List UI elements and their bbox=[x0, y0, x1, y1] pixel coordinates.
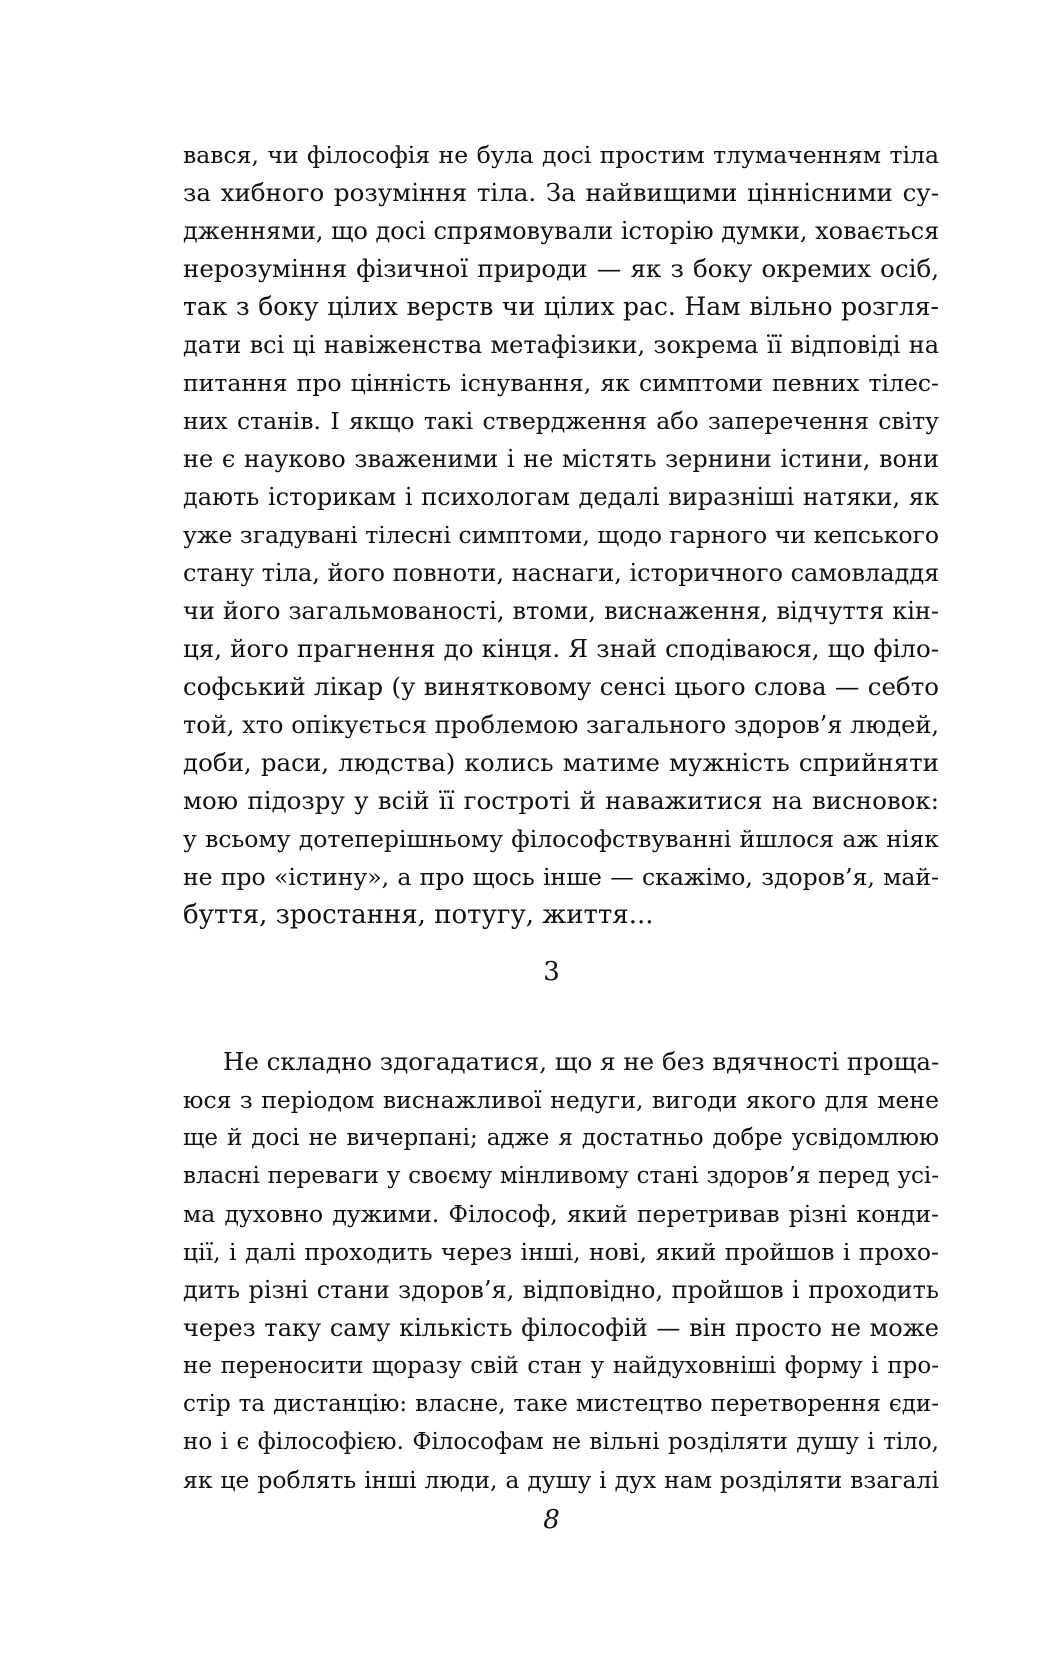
text-line: у всьому дотеперішньому філософствуванні йшлося аж ніяк bbox=[183, 825, 939, 853]
text-line: за хибного розуміння тіла. За найвищими ціннісними су- bbox=[183, 178, 939, 207]
text-line: вався, чи філософія не була досі простим тлумаченням тіла bbox=[183, 141, 939, 169]
text-line: Не складно здогадатися, що я не без вдячності проща- bbox=[223, 1047, 940, 1076]
paragraph bbox=[183, 1043, 939, 1499]
text-line: буття, зростання, потугу, життя... bbox=[183, 900, 654, 930]
text-line: юся з періодом виснажливої недуги, вигоди якого для мене bbox=[183, 1086, 939, 1114]
section-number: 3 bbox=[543, 957, 560, 987]
text-line: через таку саму кількість філософій — він просто не може bbox=[183, 1314, 939, 1342]
text-line: нерозуміння фізичної природи — як з боку окремих осіб, bbox=[183, 254, 939, 283]
text-line: ще й досі не вичерпані; адже я достатньо добре усвідомлюю bbox=[183, 1125, 939, 1151]
text-line: дають історикам і психологам дедалі виразніші натяки, як bbox=[183, 483, 939, 511]
text-line: ма духовно дужими. Філософ, який перетривав різні конди- bbox=[183, 1200, 939, 1228]
text-line: ції, і далі проходить через інші, нові, який пройшов і прохо- bbox=[183, 1238, 939, 1266]
text-line: доби, раси, людства) колись матиме мужність сприйняти bbox=[183, 748, 939, 777]
text-line: софський лікар (у винятковому сенсі цього слова — себто bbox=[183, 672, 939, 701]
text-line: но і є філософією. Філософам не вільні розділяти душу і тіло, bbox=[183, 1429, 939, 1455]
text-line: як це роблять інші люди, а душу і дух нам розділяти взагалі bbox=[183, 1466, 939, 1494]
page-number: 8 bbox=[543, 1505, 560, 1535]
text-line: не про «істину», а про щось інше — скажімо, здоров’я, май- bbox=[183, 863, 939, 891]
text-line: не є науково зваженими і не містять зернини істини, вони bbox=[183, 445, 939, 473]
text-line: не переносити щоразу свій стан у найдуховніші форму і про- bbox=[183, 1353, 939, 1379]
text-line: той, хто опікується проблемою загального здоров’я людей, bbox=[183, 711, 939, 739]
text-line: дженнями, що досі спрямовували історію думки, ховається bbox=[183, 217, 940, 245]
text-line: ця, його прагнення до кінця. Я знай сподіваюся, що філо- bbox=[183, 634, 939, 663]
text-line: чи його загальмованості, втоми, виснаження, відчуття кін- bbox=[183, 597, 939, 625]
text-line: уже згадувані тілесні симптоми, щодо гарного чи кепського bbox=[183, 521, 939, 549]
text-line: стір та дистанцію: власне, таке мистецтво перетворення єди- bbox=[183, 1391, 939, 1417]
text-line: так з боку цілих верств чи цілих рас. Нам вільно розгля- bbox=[183, 292, 939, 321]
paragraph-continued bbox=[183, 136, 939, 934]
text-line: них станів. І якщо такі ствердження або заперечення світу bbox=[183, 407, 939, 435]
text-line: мою підозру у всій її гостроті й наважитися на висновок: bbox=[183, 786, 939, 815]
text-line: дати всі ці навіженства метафізики, зокрема її відповіді на bbox=[183, 331, 939, 359]
text-line: дить різні стани здоров’я, відповідно, пройшов і проходить bbox=[183, 1276, 939, 1304]
text-line: стану тіла, його повноти, наснаги, історичного самовладдя bbox=[183, 559, 940, 587]
text-line: питання про цінність існування, як симптоми певних тілес- bbox=[183, 369, 939, 397]
text-line: власні переваги у своєму мінливому стані здоров’я перед усі- bbox=[183, 1163, 939, 1189]
